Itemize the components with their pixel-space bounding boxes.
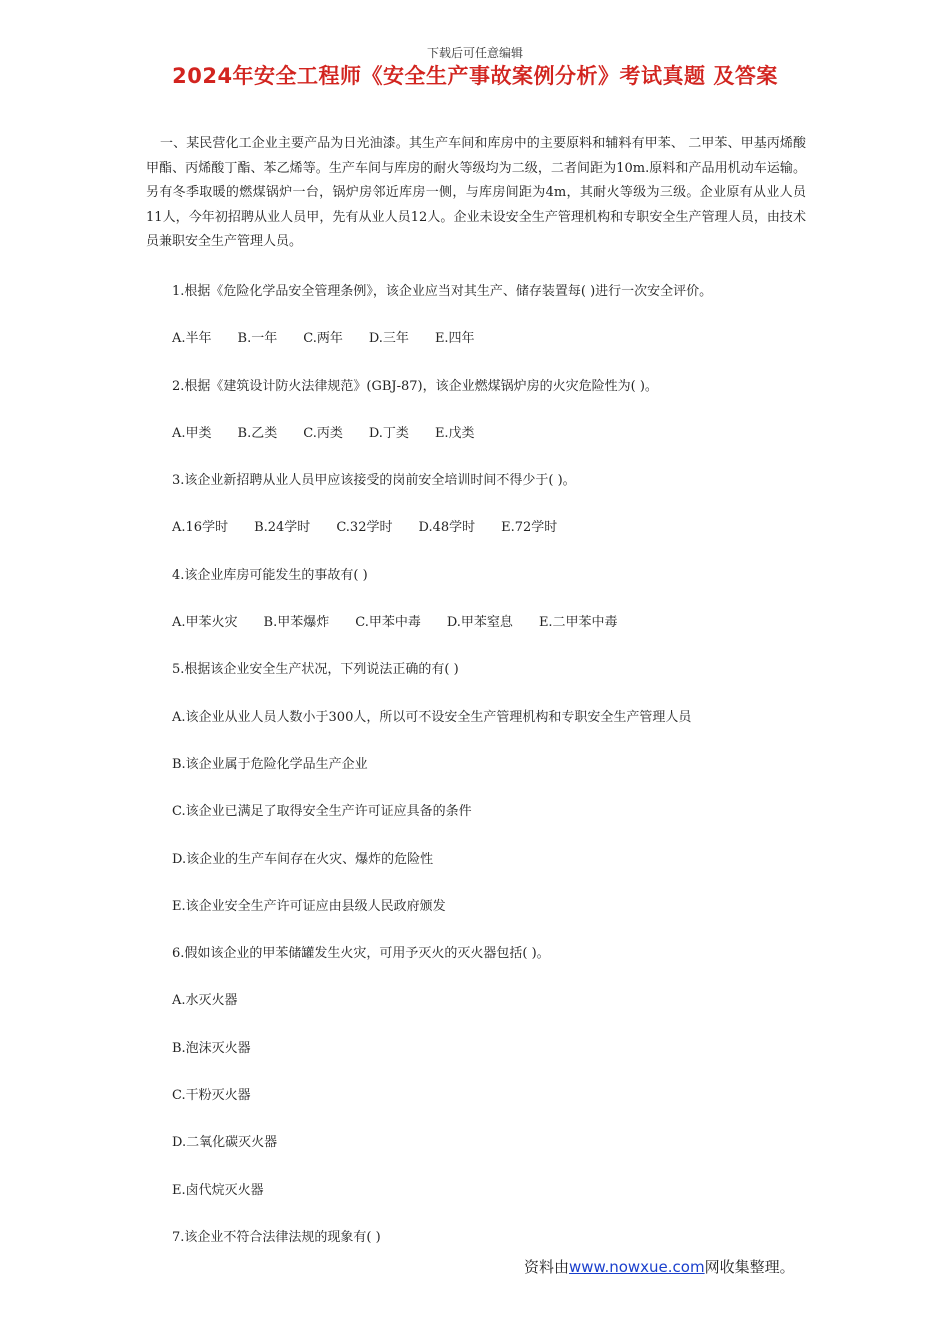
- question-7: 7.该企业不符合法律法规的现象有( ): [172, 1229, 381, 1245]
- option-c: C.干粉灭火器: [172, 1088, 251, 1104]
- option-e: E.卤代烷灭火器: [172, 1182, 264, 1198]
- option-b: B.一年: [237, 331, 278, 347]
- option-e: E.四年: [434, 331, 475, 347]
- option-e: E.戊类: [434, 425, 475, 441]
- option-a: A.水灭火器: [172, 993, 238, 1009]
- option-e: E.72学时: [501, 520, 558, 536]
- header-note: 下载后可任意编辑: [426, 46, 523, 60]
- question-2-options: [172, 422, 812, 469]
- question-list: [172, 280, 812, 1273]
- option-a: A.半年: [172, 331, 212, 347]
- footer-prefix: 资料由: [524, 1258, 570, 1276]
- option-c: C.丙类: [303, 425, 343, 441]
- question-1-options: [172, 327, 812, 374]
- document-title: 2024年安全工程师《安全生产事故案例分析》考试真题 及答案: [172, 64, 778, 88]
- option-b: B.甲苯爆炸: [263, 615, 330, 631]
- option-b: B.泡沫灭火器: [172, 1040, 251, 1056]
- option-d: D.丁类: [368, 425, 409, 441]
- footer-suffix: 网收集整理。: [704, 1258, 795, 1276]
- option-e: E.该企业安全生产许可证应由县级人民政府颁发: [172, 898, 446, 914]
- question-6: 6.假如该企业的甲苯储罐发生火灾，可用予灭火的灭火器包括( )。: [172, 946, 550, 962]
- option-a: A.甲苯火灾: [172, 615, 238, 631]
- option-b: B.乙类: [237, 425, 278, 441]
- option-a: A.16学时: [172, 520, 229, 536]
- option-b: B.24学时: [254, 520, 311, 536]
- option-c: C.该企业已满足了取得安全生产许可证应具备的条件: [172, 804, 472, 820]
- question-3: 3.该企业新招聘从业人员甲应该接受的岗前安全培训时间不得少于( )。: [172, 473, 576, 489]
- question-2: 2.根据《建筑设计防火法律规范》(GBJ-87)，该企业燃煤锅炉房的火灾危险性为( )。: [172, 378, 658, 394]
- option-c: C.两年: [303, 331, 343, 347]
- option-e: E.二甲苯中毒: [538, 615, 618, 631]
- option-d: D.该企业的生产车间存在火灾、爆炸的危险性: [172, 851, 434, 867]
- option-c: C.32学时: [336, 520, 393, 536]
- option-d: D.二氧化碳灭火器: [172, 1135, 278, 1151]
- question-4: 4.该企业库房可能发生的事故有( ): [172, 567, 368, 583]
- option-d: D.48学时: [418, 520, 476, 536]
- question-1: 1.根据《危险化学品安全管理条例》，该企业应当对其生产、储存装置每( )进行一次安全评价。: [172, 284, 713, 299]
- option-a: A.甲类: [172, 425, 212, 441]
- question-4-options: [172, 611, 812, 658]
- source-link[interactable]: www.nowxue.com: [569, 1258, 705, 1276]
- option-d: D.三年: [368, 331, 409, 347]
- option-d: D.甲苯窒息: [446, 615, 513, 631]
- case-intro-paragraph: 一、某民营化工企业主要产品为日光油漆。其生产车间和库房中的主要原料和辅料有甲苯、 二甲苯、甲基丙烯酸甲酯、丙烯酸丁酯、苯乙烯等。生产车间与库房的耐火等级均为二级，二者间距为10m.原料和产品用机动车运输。另有冬季取暖的燃煤锅炉一台，锅炉房邻近库房一侧，与库房间距为4m，其耐火等级为三级。企业原有从业人员11人，今年初招聘从业人员甲，先有从业人员12人。企业未设安全生产管理机构和专职安全生产管理人员，由技术员兼职安全生产管理人员。: [146, 136, 806, 249]
- footer-source: [524, 1256, 795, 1277]
- option-c: C.甲苯中毒: [355, 615, 421, 631]
- question-3-options: [172, 516, 812, 563]
- question-5: 5.根据该企业安全生产状况，下列说法正确的有( ): [172, 662, 459, 678]
- option-a: A.该企业从业人员人数小于300人，所以可不设安全生产管理机构和专职安全生产管理人员: [172, 709, 692, 725]
- option-b: B.该企业属于危险化学品生产企业: [172, 756, 368, 772]
